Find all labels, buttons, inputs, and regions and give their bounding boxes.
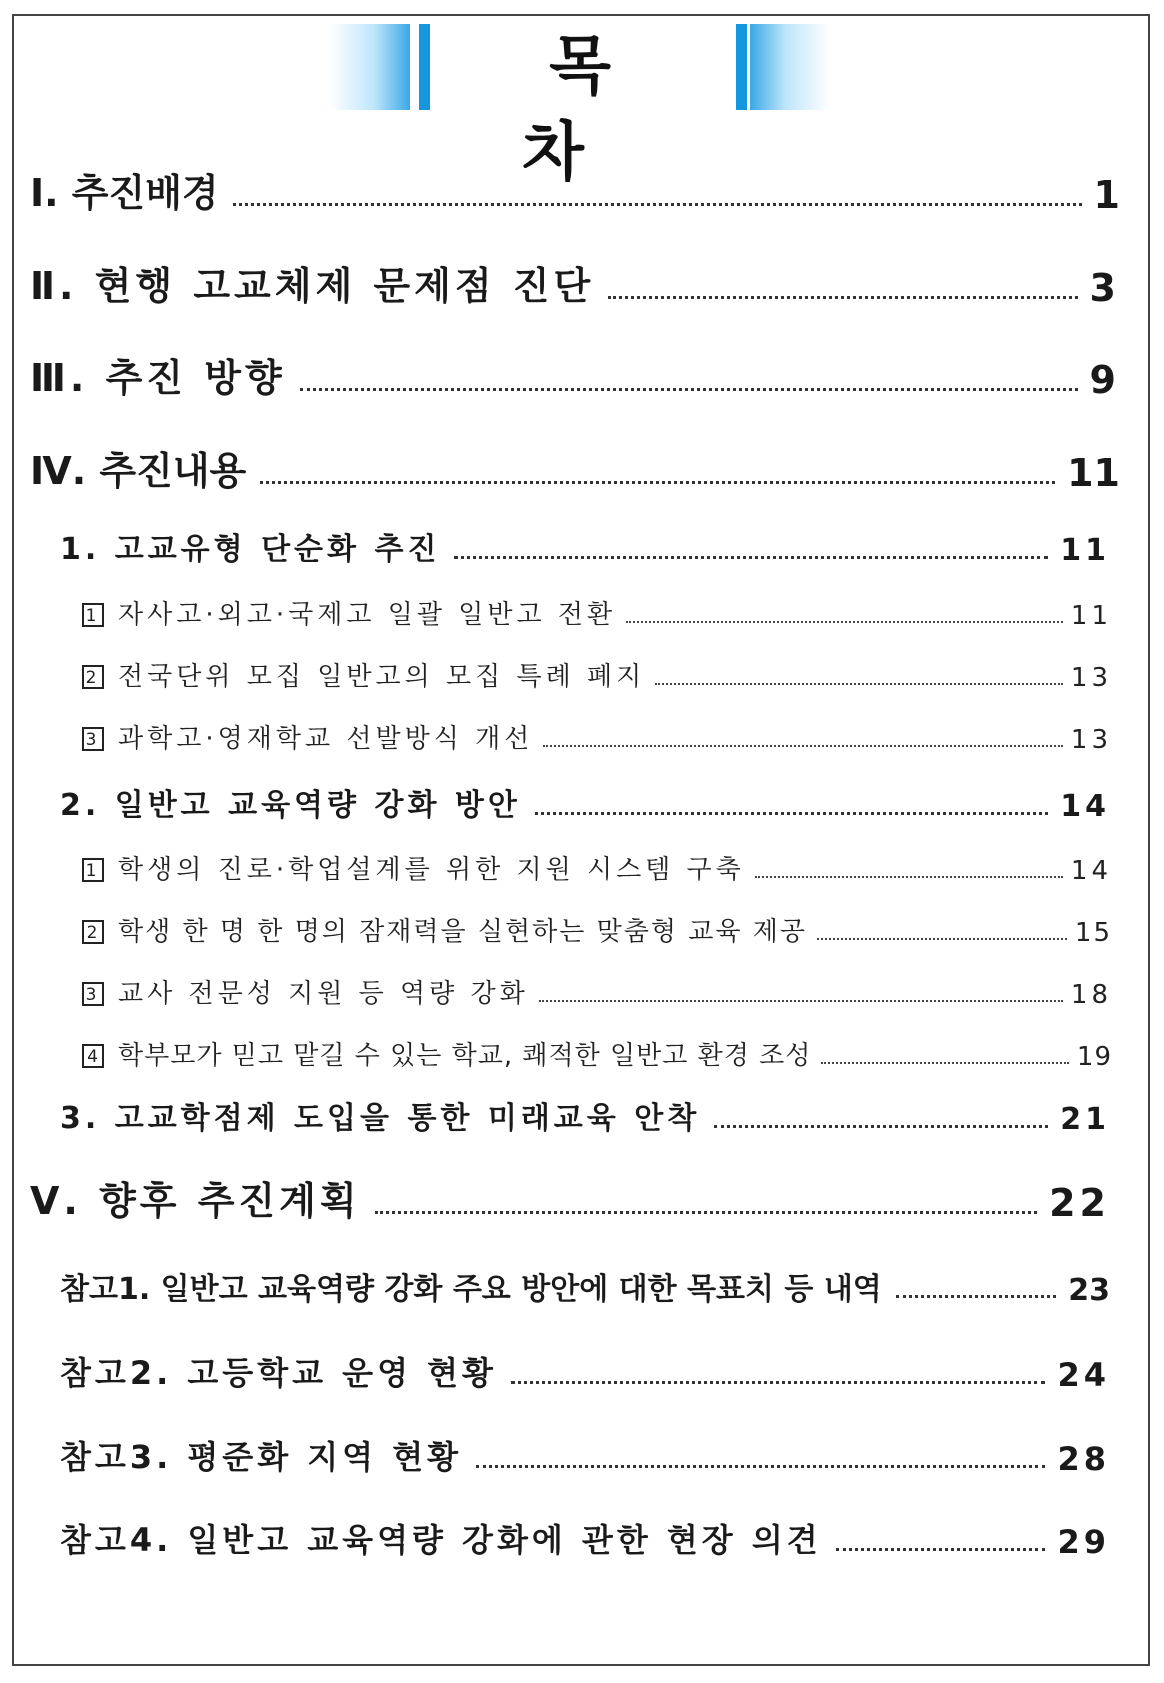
dot-leader xyxy=(817,938,1067,940)
toc-entry-item[interactable] xyxy=(82,911,1112,948)
toc-entry-subsection-2[interactable] xyxy=(60,780,1110,824)
toc-entry-item[interactable] xyxy=(82,1035,1112,1072)
item-number-box: 3 xyxy=(82,982,104,1006)
toc-entry-label: 학부모가 믿고 맡길 수 있는 학교, 쾌적한 일반고 환경 조성 xyxy=(118,1041,812,1071)
dot-leader xyxy=(476,1465,1045,1468)
toc-entry-label: Ⅱ. 현행 고교체제 문제점 진단 xyxy=(30,264,595,308)
toc-entry-label: Ⅲ. 추진 방향 xyxy=(30,356,286,400)
toc-page-number: 3 xyxy=(1089,266,1120,310)
toc-page-number: 28 xyxy=(1057,1440,1110,1478)
toc-entry-label: 2. 일반고 교육역량 강화 방안 xyxy=(60,788,521,823)
toc-page-number: 9 xyxy=(1089,358,1120,402)
toc-entry-section-4[interactable] xyxy=(30,440,1120,495)
toc-entry-reference-3[interactable] xyxy=(60,1432,1110,1478)
toc-page-number: 13 xyxy=(1070,663,1112,693)
page-title: 목 차 xyxy=(522,30,665,190)
toc-entry-label: 자사고·외고·국제고 일괄 일반고 전환 xyxy=(118,600,617,630)
item-number-box: 3 xyxy=(82,727,104,751)
toc-page-number: 11 xyxy=(1060,533,1110,568)
toc-entry-label: Ⅳ. 추진내용 xyxy=(30,449,247,493)
title-banner xyxy=(330,24,830,190)
toc-entry-reference-1[interactable] xyxy=(60,1264,1110,1308)
toc-page-number: 24 xyxy=(1057,1356,1110,1394)
dot-leader xyxy=(260,481,1055,484)
toc-page-number: 13 xyxy=(1070,725,1112,755)
dot-leader xyxy=(714,1125,1048,1128)
toc-entry-section-5[interactable] xyxy=(30,1170,1110,1225)
toc-entry-label: Ⅰ. 추진배경 xyxy=(30,171,219,215)
toc-entry-reference-4[interactable] xyxy=(60,1515,1110,1561)
item-number-box: 1 xyxy=(82,603,104,627)
dot-leader xyxy=(535,812,1048,815)
dot-leader xyxy=(511,1381,1046,1384)
dot-leader xyxy=(836,1548,1046,1551)
toc-entry-label: 1. 고교유형 단순화 추진 xyxy=(60,532,441,567)
toc-page-number: 23 xyxy=(1068,1273,1110,1308)
toc-page-number: 14 xyxy=(1070,856,1112,886)
toc-entry-label: 교사 전문성 지원 등 역량 강화 xyxy=(118,979,529,1009)
item-number-box: 2 xyxy=(82,920,104,944)
toc-page-number: 15 xyxy=(1074,918,1112,948)
title-decoration-left xyxy=(330,24,410,110)
toc-page-number: 18 xyxy=(1070,980,1112,1010)
item-number-box: 1 xyxy=(82,858,104,882)
toc-entry-subsection-3[interactable] xyxy=(60,1093,1110,1137)
dot-leader xyxy=(233,203,1082,206)
dot-leader xyxy=(375,1211,1038,1214)
toc-page-number: 29 xyxy=(1057,1523,1110,1561)
toc-entry-reference-2[interactable] xyxy=(60,1348,1110,1394)
toc-page-number: 21 xyxy=(1060,1102,1110,1137)
item-number-box: 4 xyxy=(82,1044,104,1068)
title-decoration-right xyxy=(750,24,830,110)
dot-leader xyxy=(300,388,1078,391)
dot-leader xyxy=(608,296,1077,299)
toc-entry-subsection-1[interactable] xyxy=(60,524,1110,568)
toc-entry-label: 참고3. 평준화 지역 현황 xyxy=(60,1438,463,1476)
toc-entry-label: 참고4. 일반고 교육역량 강화에 관한 현장 의견 xyxy=(60,1521,822,1559)
toc-entry-label: 학생의 진로·학업설계를 위한 지원 시스템 구축 xyxy=(118,855,745,885)
toc-page-number: 11 xyxy=(1067,451,1120,495)
toc-page-number: 19 xyxy=(1076,1042,1112,1072)
toc-entry-label: 학생 한 명 한 명의 잠재력을 실현하는 맞춤형 교육 제공 xyxy=(118,917,807,947)
dot-leader xyxy=(539,1000,1063,1002)
toc-page-number: 1 xyxy=(1093,173,1120,217)
toc-entry-label: 참고2. 고등학교 운영 현황 xyxy=(60,1354,497,1392)
toc-entry-item[interactable] xyxy=(82,594,1112,631)
toc-entry-label: 전국단위 모집 일반고의 모집 특례 폐지 xyxy=(118,662,646,692)
toc-entry-item[interactable] xyxy=(82,973,1112,1010)
dot-leader xyxy=(896,1295,1056,1298)
toc-entry-item[interactable] xyxy=(82,656,1112,693)
toc-page-number: 11 xyxy=(1070,601,1112,631)
toc-entry-label: 3. 고교학점제 도입을 통한 미래교육 안착 xyxy=(60,1101,701,1136)
dot-leader xyxy=(626,621,1063,623)
dot-leader xyxy=(655,683,1063,685)
dot-leader xyxy=(755,876,1063,878)
item-number-box: 2 xyxy=(82,665,104,689)
toc-entry-item[interactable] xyxy=(82,849,1112,886)
toc-page-number: 14 xyxy=(1060,789,1110,824)
toc-entry-label: 과학고·영재학교 선발방식 개선 xyxy=(118,724,534,754)
toc-entry-section-3[interactable] xyxy=(30,347,1120,402)
dot-leader xyxy=(821,1062,1069,1064)
toc-entry-section-1[interactable] xyxy=(30,162,1120,217)
dot-leader xyxy=(454,556,1048,559)
toc-entry-section-2[interactable] xyxy=(30,255,1120,310)
toc-entry-label: 참고1. 일반고 교육역량 강화 주요 방안에 대한 목표치 등 내역 xyxy=(60,1272,882,1307)
dot-leader xyxy=(543,745,1063,747)
toc-entry-item[interactable] xyxy=(82,718,1112,755)
toc-entry-label: Ⅴ. 향후 추진계획 xyxy=(30,1179,361,1223)
toc-page-number: 22 xyxy=(1049,1181,1110,1225)
